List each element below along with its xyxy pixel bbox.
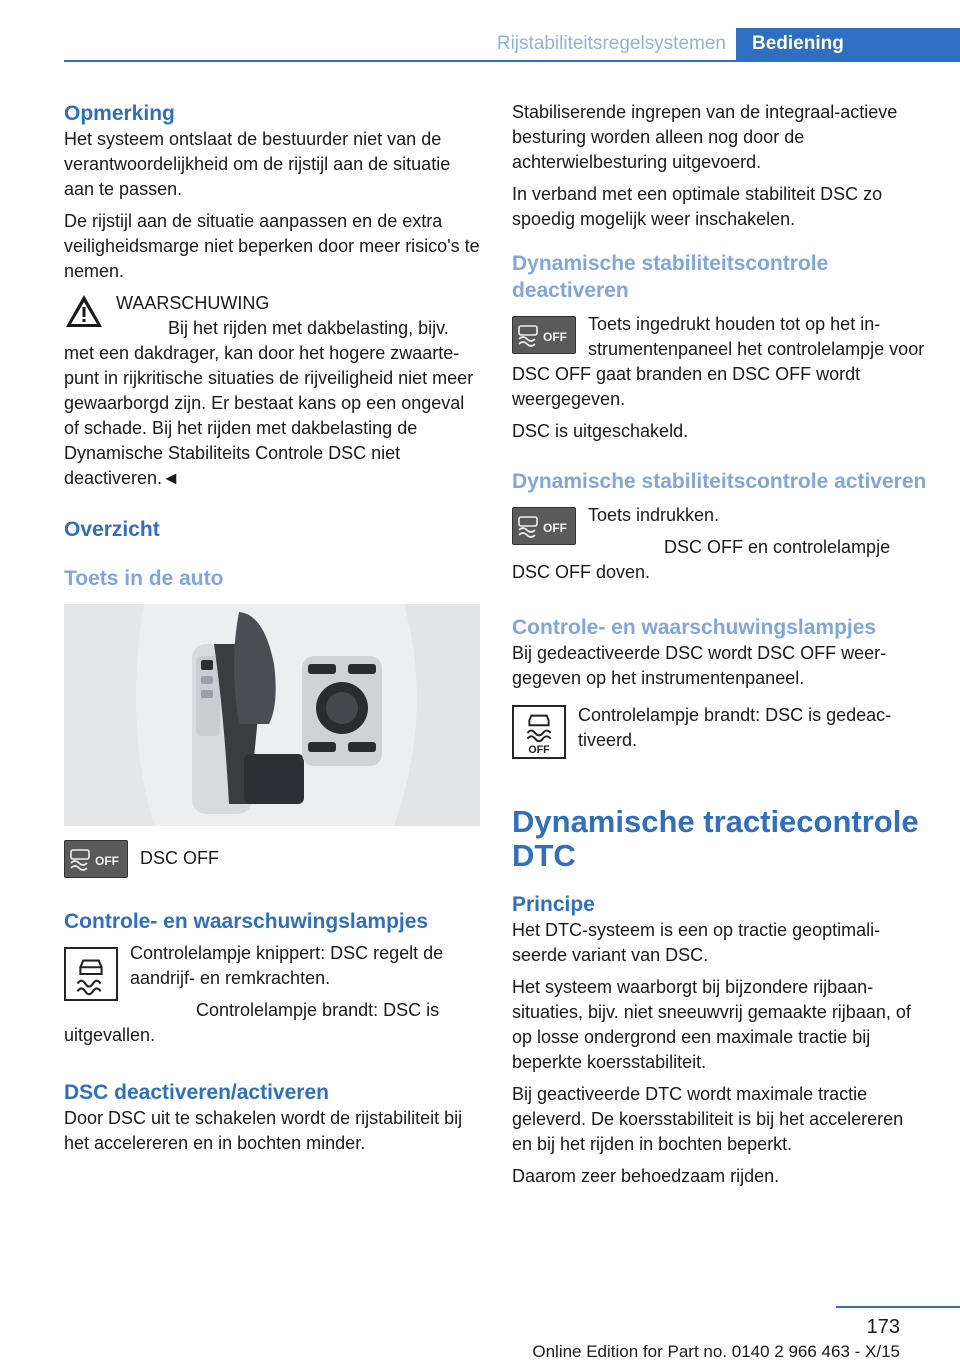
deact-text-right: Toets ingedrukt houden tot op het instrumentenpaneel het controlelampje voor DSC OFF gaat branden en DSC OFF wordt weergegeven. bbox=[512, 314, 925, 409]
header-rule bbox=[64, 60, 960, 62]
car-console-photo bbox=[64, 604, 480, 826]
warning-triangle-icon bbox=[64, 293, 104, 329]
footer-rule bbox=[836, 1306, 960, 1308]
principe-text-3: Bij geactiveerde DTC wordt maximale tractie geleverd. De koersstabiliteit is bij het accelereren en bij het rijden in bochten beperkt. bbox=[512, 1084, 904, 1154]
lampjes-text-right: Bij gedeactiveerde DSC wordt DSC OFF weergegeven op het instrumentenpaneel. bbox=[512, 643, 887, 688]
header-tab: Bediening bbox=[736, 28, 960, 62]
warning-title: WAARSCHUWING bbox=[116, 293, 270, 313]
act-text-1: Toets indrukken. bbox=[588, 505, 720, 525]
lamp-on-text: Controlelampje brandt: DSC is uitgevallen. bbox=[64, 1000, 440, 1045]
dsc-off-key-icon-3 bbox=[512, 507, 576, 545]
dsc-off-key-icon bbox=[64, 840, 128, 878]
overzicht-heading: Overzicht bbox=[64, 518, 160, 541]
right-text-1: Stabiliserende ingrepen van de integraal-actieve besturing worden alleen nog door de achterwielbesturing uitgevoerd. bbox=[512, 102, 898, 172]
opmerking-text-1: Het systeem ontslaat de bestuurder niet van de verantwoordelijkheid om de rijstijl aan de situatie aan te passen. bbox=[64, 129, 451, 199]
act-heading-right: Dynamische stabiliteitscontrole activeren bbox=[512, 470, 927, 493]
principe-heading: Principe bbox=[512, 893, 595, 916]
header-section-title: Rijstabiliteitsregelsystemen bbox=[496, 33, 726, 54]
principe-text-4: Daarom zeer behoedzaam rijden. bbox=[512, 1166, 780, 1186]
left-column bbox=[64, 100, 480, 1163]
lamp-off-text: OFF bbox=[528, 744, 550, 757]
dtc-heading: Dynamische tractiecontrole DTC bbox=[512, 804, 919, 873]
toets-heading: Toets in de auto bbox=[64, 567, 224, 590]
right-text-2: In verband met een optimale stabiliteit DSC zo spoedig mogelijk weer inschakelen. bbox=[512, 184, 883, 229]
act-text-2: DSC OFF en controlelampje DSC OFF doven. bbox=[512, 537, 891, 582]
dsc-off-label: DSC OFF bbox=[140, 848, 219, 868]
page-number: 173 bbox=[866, 1316, 900, 1338]
opmerking-heading: Opmerking bbox=[64, 102, 175, 125]
footer-edition: Online Edition for Part no. 0140 2 966 463 - X/15 bbox=[532, 1342, 900, 1361]
right-column bbox=[512, 100, 928, 1196]
opmerking-text-2: De rijstijl aan de situatie aanpassen en de extra veiligheidsmarge niet beperken door meer risico's te nemen. bbox=[64, 211, 480, 281]
lampjes-heading-left: Controle- en waarschuwingslampjes bbox=[64, 910, 429, 933]
lamp-blink-text: Controlelampje knippert: DSC regelt de aandrijf- en remkrachten. bbox=[130, 943, 444, 988]
lampjes-heading-right: Controle- en waarschuwingslampjes bbox=[512, 616, 877, 639]
dsc-off-key-icon-2 bbox=[512, 316, 576, 354]
deact-text-left: Door DSC uit te schakelen wordt de rijstabiliteit bij het accelereren en in bochten minder. bbox=[64, 1108, 463, 1153]
principe-text-1: Het DTC-systeem is een op tractie geoptimaliseerde variant van DSC. bbox=[512, 920, 881, 965]
warning-text: Bij het rijden met dakbelasting, bijv. met een dakdrager, kan door het hogere zwaartepunt in rijkritische situaties de rijveiligheid niet meer gewaarborgd zijn. Er bestaat kans op een ongeval of schade. Bij het rijden met dakbelasting de Dynamische Stabiliteits Controle DSC niet deactiveren.◄ bbox=[64, 318, 474, 488]
lamp-text-right: Controlelampje brandt: DSC is gedeactiveerd. bbox=[578, 705, 892, 750]
deact-result: DSC is uitgeschakeld. bbox=[512, 421, 689, 441]
dsc-off-lamp-icon bbox=[512, 705, 566, 759]
key-off-text: OFF bbox=[543, 330, 567, 344]
deact-heading-left: DSC deactiveren/activeren bbox=[64, 1081, 329, 1104]
principe-text-2: Het systeem waarborgt bij bijzondere rijbaansituaties, bijv. niet sneeuwvrij gemaakte rijbaan, of op losse ondergrond een maximale tractie bij beperkte koersstabiliteit. bbox=[512, 977, 911, 1072]
key-off-text: OFF bbox=[543, 521, 567, 535]
dsc-warning-lamp-icon bbox=[64, 947, 118, 1001]
deact-heading-right: Dynamische stabiliteitscontrole deactiveren bbox=[512, 252, 829, 302]
key-off-text: OFF bbox=[95, 854, 119, 868]
